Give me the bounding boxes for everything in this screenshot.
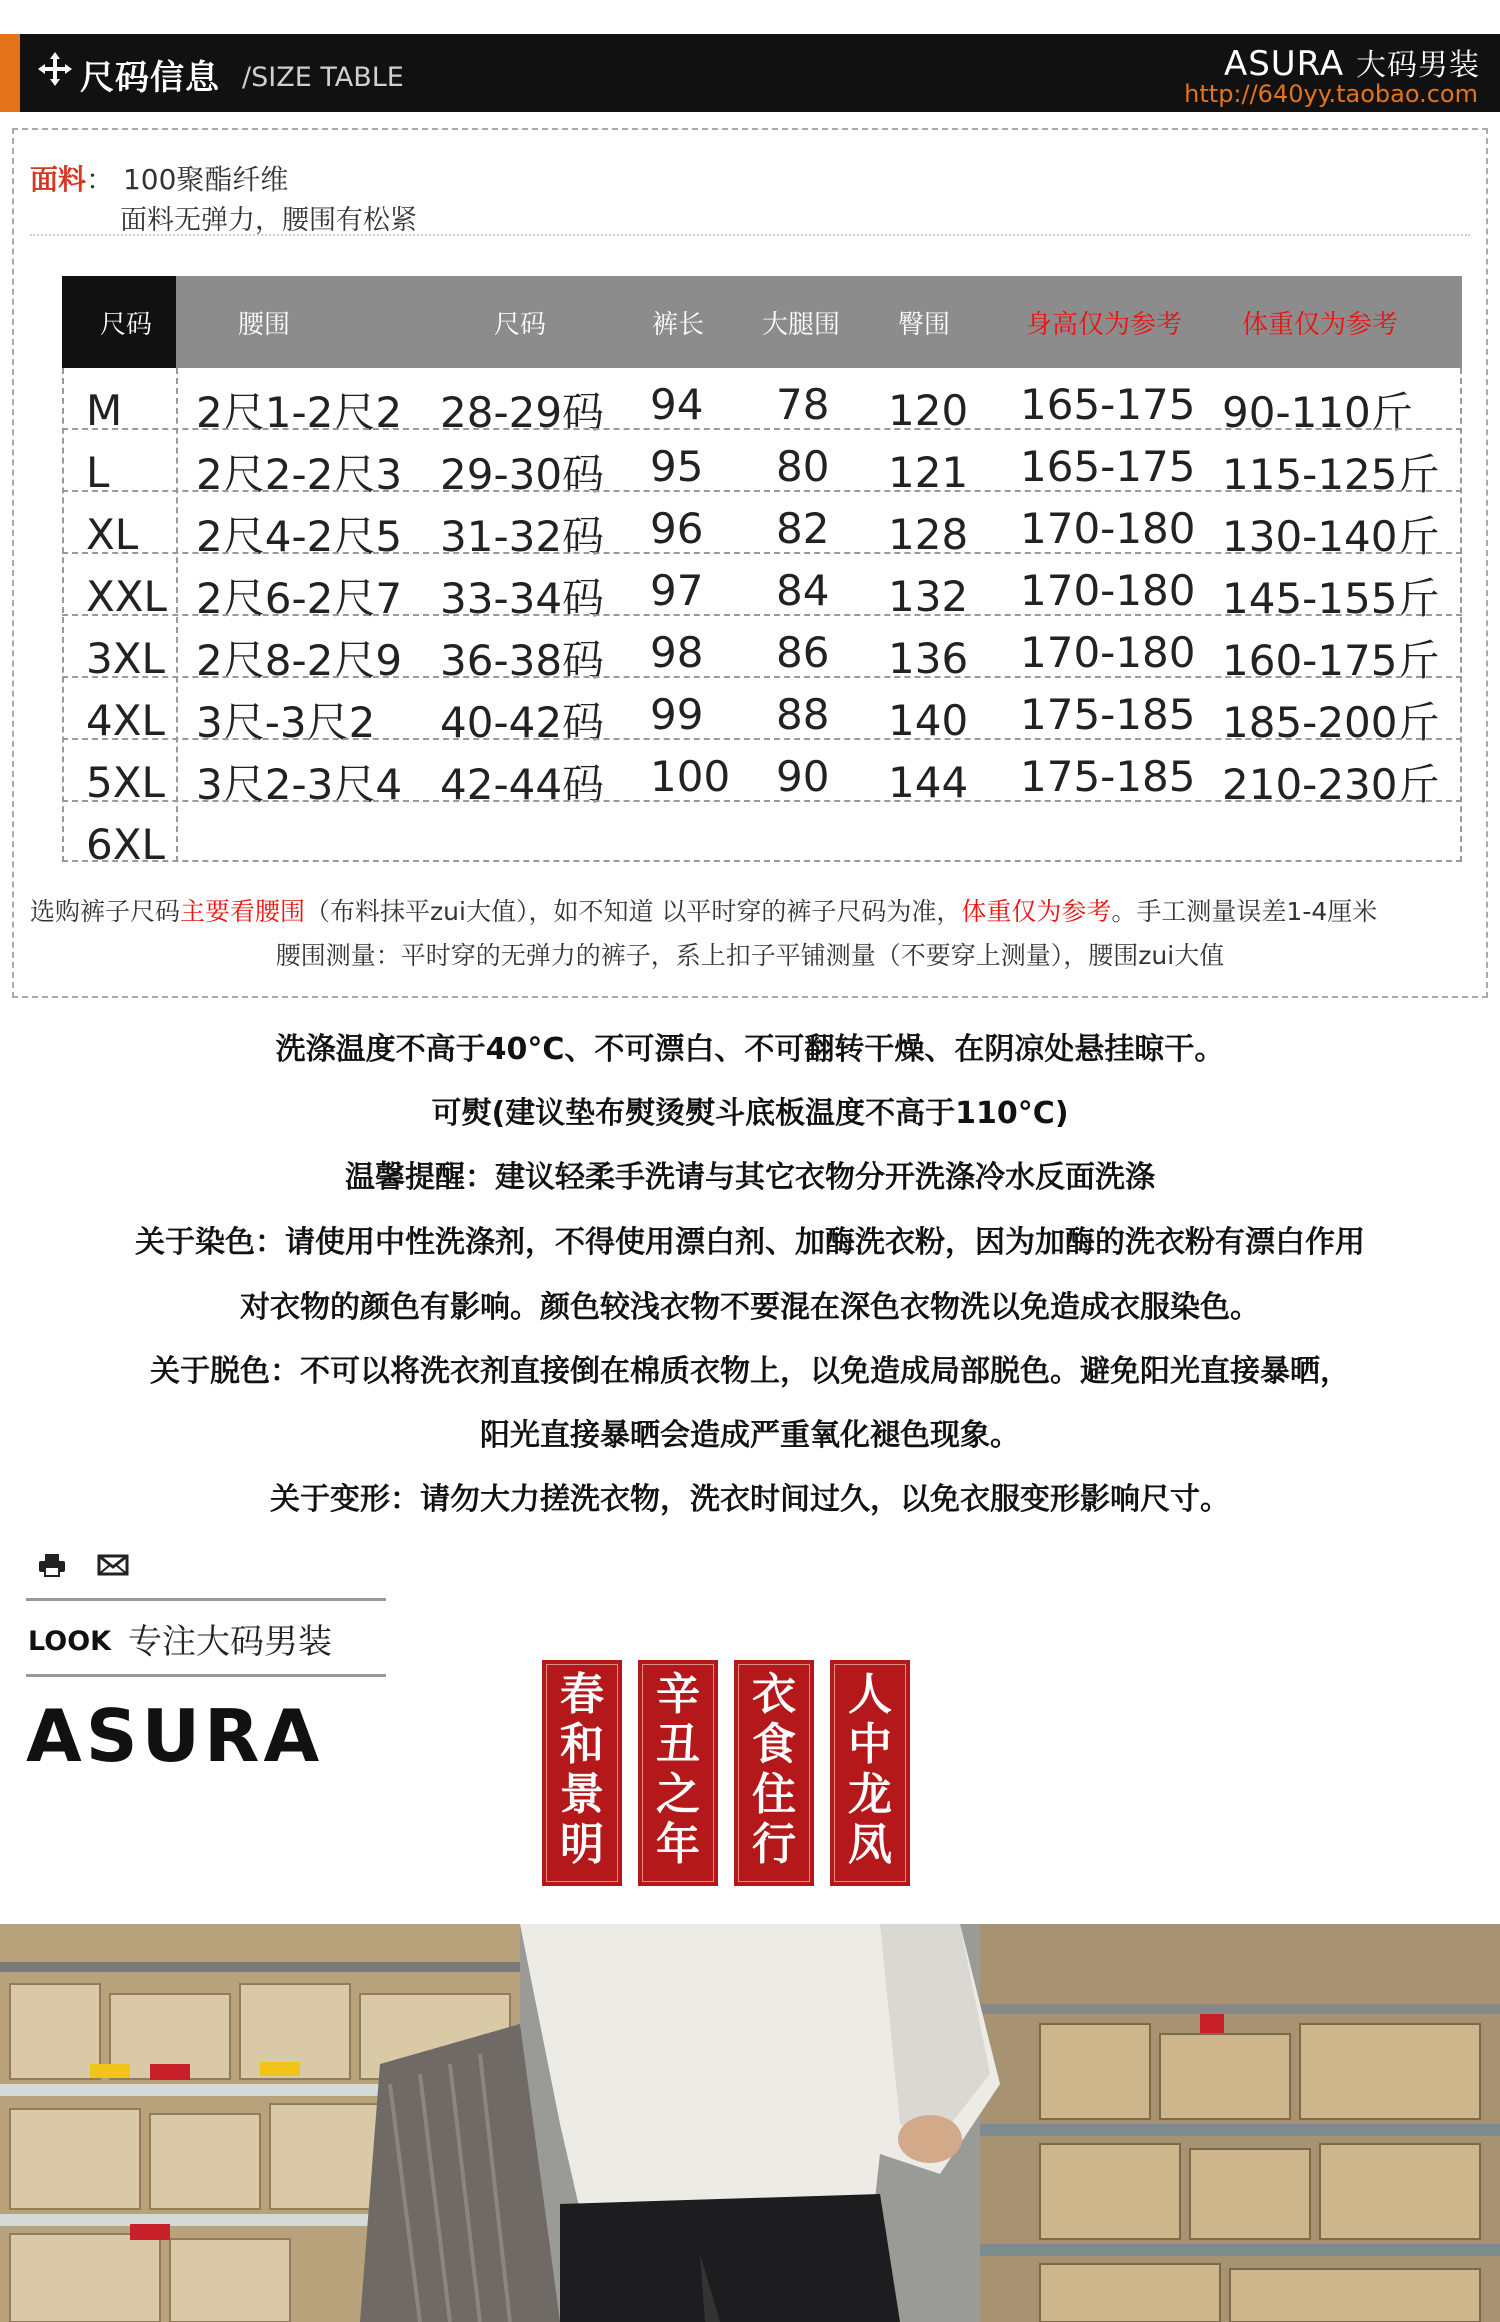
brand-cn: 大码男装 (1356, 48, 1480, 83)
cell-size: 4XL (86, 696, 165, 745)
cell-weight: 115-125斤 (1222, 450, 1440, 499)
seal-xinchouzhinian (638, 1660, 718, 1886)
th-size: 尺码 (100, 310, 153, 340)
seal-char: 丑 (656, 1719, 700, 1770)
note-part: 。手工测量误差1-4厘米 (1111, 897, 1378, 926)
cell-weight: 160-175斤 (1222, 636, 1440, 685)
cell-waist: 3尺-3尺2 (196, 698, 376, 747)
seal-char: 明 (560, 1819, 604, 1870)
cell-code: 33-34码 (440, 574, 605, 623)
cell-waist: 2尺8-2尺9 (196, 636, 403, 685)
brand-logo: ASURA (26, 1694, 324, 1778)
care-line: 阳光直接暴晒会造成严重氧化褪色现象。 (480, 1418, 1020, 1453)
cell-thigh: 84 (776, 566, 830, 615)
seal-char: 辛 (656, 1669, 700, 1720)
cell-hip: 121 (888, 448, 969, 497)
seal-char: 行 (752, 1819, 796, 1870)
th-code: 尺码 (494, 310, 547, 340)
cell-length: 100 (650, 752, 731, 801)
cell-waist: 2尺1-2尺2 (196, 388, 403, 437)
seal-char: 食 (752, 1719, 796, 1770)
cell-weight: 130-140斤 (1222, 512, 1440, 561)
cell-height: 165-175 (1020, 380, 1196, 429)
cell-height: 170-180 (1020, 566, 1196, 615)
cell-height: 165-175 (1020, 442, 1196, 491)
cell-length: 98 (650, 628, 704, 677)
seal-char: 之 (656, 1769, 700, 1820)
product-photo (0, 1924, 1500, 2322)
cell-thigh: 90 (776, 752, 830, 801)
note-part: 选购裤子尺码 (30, 897, 181, 926)
cell-hip: 136 (888, 634, 969, 683)
care-line: 温馨提醒：建议轻柔手洗请与其它衣物分开洗涤冷水反面洗涤 (345, 1160, 1155, 1195)
care-line: 关于变形：请勿大力搓洗衣物，洗衣时间过久，以免衣服变形影响尺寸。 (270, 1482, 1230, 1517)
cell-weight: 185-200斤 (1222, 698, 1440, 747)
mail-icon[interactable] (97, 1553, 129, 1577)
table-row (62, 740, 1462, 809)
cell-code: 29-30码 (440, 450, 605, 499)
cell-weight: 210-230斤 (1222, 760, 1440, 809)
cell-length: 96 (650, 504, 704, 553)
seal-renzhonglongfeng (830, 1660, 910, 1886)
section-title: 尺码信息 (80, 58, 220, 98)
cell-height: 170-180 (1020, 628, 1196, 677)
brand-en: ASURA (1223, 44, 1345, 84)
cell-height: 175-185 (1020, 690, 1196, 739)
th-thigh: 大腿围 (762, 310, 841, 340)
note-highlight: 体重仅为参考 (961, 897, 1112, 926)
seal-chunhejingming (542, 1660, 622, 1886)
cell-length: 97 (650, 566, 704, 615)
cell-code: 36-38码 (440, 636, 605, 685)
cell-thigh: 82 (776, 504, 830, 553)
table-row (62, 554, 1462, 623)
table-row (62, 678, 1462, 747)
table-header (62, 276, 1462, 368)
cell-thigh: 86 (776, 628, 830, 677)
seal-char: 凤 (848, 1819, 892, 1870)
cell-size: 5XL (86, 758, 165, 807)
cell-height: 175-185 (1020, 752, 1196, 801)
cell-waist: 2尺4-2尺5 (196, 512, 403, 561)
print-icon[interactable] (36, 1553, 68, 1577)
fabric-note: 面料无弹力，腰围有松紧 (120, 205, 417, 236)
divider (30, 234, 1470, 236)
seal-char: 龙 (848, 1769, 892, 1820)
store-url-link[interactable]: http://640yy.taobao.com (1184, 80, 1478, 108)
cell-code: 42-44码 (440, 760, 605, 809)
seal-char: 和 (560, 1719, 604, 1770)
th-length: 裤长 (652, 310, 705, 340)
divider (26, 1674, 386, 1677)
seal-char: 春 (560, 1669, 604, 1720)
cell-weight: 90-110斤 (1222, 388, 1413, 437)
brand-name (1224, 40, 1480, 84)
cell-height: 170-180 (1020, 504, 1196, 553)
seal-char: 住 (752, 1769, 796, 1820)
cell-length: 99 (650, 690, 704, 739)
warehouse-scene (0, 1924, 1500, 2322)
cell-hip: 120 (888, 386, 969, 435)
note-part: （布料抹平zui大值），如不知道 以平时穿的裤子尺码为准， (305, 897, 962, 926)
cell-thigh: 80 (776, 442, 830, 491)
cell-weight: 145-155斤 (1222, 574, 1440, 623)
cell-size: M (86, 386, 123, 435)
cell-hip: 144 (888, 758, 969, 807)
table-row (62, 430, 1462, 499)
seal-char: 年 (656, 1819, 700, 1870)
cell-hip: 140 (888, 696, 969, 745)
seal-yishizhuxing (734, 1660, 814, 1886)
cell-size: L (86, 448, 110, 497)
seal-char: 衣 (752, 1669, 796, 1720)
table-row (62, 492, 1462, 561)
table-row (62, 368, 1462, 437)
cell-hip: 128 (888, 510, 969, 559)
fabric-colon: ： (86, 163, 115, 196)
seal-char: 中 (848, 1719, 892, 1770)
cell-code: 28-29码 (440, 388, 605, 437)
waist-measure-note: 腰围测量：平时穿的无弹力的裤子，系上扣子平铺测量（不要穿上测量），腰围zui大值 (275, 941, 1225, 970)
care-line: 关于染色：请使用中性洗涤剂，不得使用漂白剂、加酶洗衣粉，因为加酶的洗衣粉有漂白作用 (135, 1225, 1365, 1260)
note-highlight: 主要看腰围 (180, 897, 306, 926)
cell-size: 3XL (86, 634, 165, 683)
cell-waist: 2尺2-2尺3 (196, 450, 403, 499)
th-waist: 腰围 (238, 310, 291, 340)
th-hip: 臀围 (898, 310, 951, 340)
cell-waist: 3尺2-3尺4 (196, 760, 403, 809)
divider (26, 1598, 386, 1601)
header-bar (0, 34, 1500, 112)
fabric-label: 面料 (30, 163, 87, 196)
care-line: 对衣物的颜色有影响。颜色较浅衣物不要混在深色衣物洗以免造成衣服染色。 (240, 1290, 1260, 1325)
fabric-value: 100聚酯纤维 (122, 163, 289, 196)
th-height: 身高仅为参考 (1026, 310, 1183, 340)
cell-thigh: 88 (776, 690, 830, 739)
share-icons (36, 1553, 153, 1581)
brand-tagline: 专注大码男装 (128, 1622, 332, 1662)
size-selection-note (30, 892, 1480, 928)
cell-length: 95 (650, 442, 704, 491)
accent-stripe (0, 34, 20, 112)
cell-thigh: 78 (776, 380, 830, 429)
cell-length: 94 (650, 380, 704, 429)
th-weight: 体重仅为参考 (1242, 310, 1399, 340)
seal-char: 景 (560, 1769, 604, 1820)
cell-size: XXL (86, 572, 167, 621)
cell-code: 40-42码 (440, 698, 605, 747)
cell-hip: 132 (888, 572, 969, 621)
care-line: 洗涤温度不高于40°C、不可漂白、不可翻转干燥、在阴凉处悬挂晾干。 (275, 1032, 1225, 1067)
cell-code: 31-32码 (440, 512, 605, 561)
fabric-info (30, 158, 288, 198)
table-row (62, 802, 1462, 869)
cell-size: 6XL (86, 820, 165, 869)
look-label: LOOK (28, 1626, 112, 1657)
seal-char: 人 (848, 1669, 892, 1720)
care-line: 关于脱色：不可以将洗衣剂直接倒在棉质衣物上，以免造成局部脱色。避免阳光直接暴晒， (150, 1354, 1350, 1389)
crosshair-icon (38, 52, 72, 86)
table-row (62, 616, 1462, 685)
care-line: 可熨(建议垫布熨烫熨斗底板温度不高于110°C) (431, 1096, 1069, 1131)
cell-waist: 2尺6-2尺7 (196, 574, 403, 623)
cell-size: XL (86, 510, 139, 559)
section-subtitle: /SIZE TABLE (242, 62, 404, 93)
